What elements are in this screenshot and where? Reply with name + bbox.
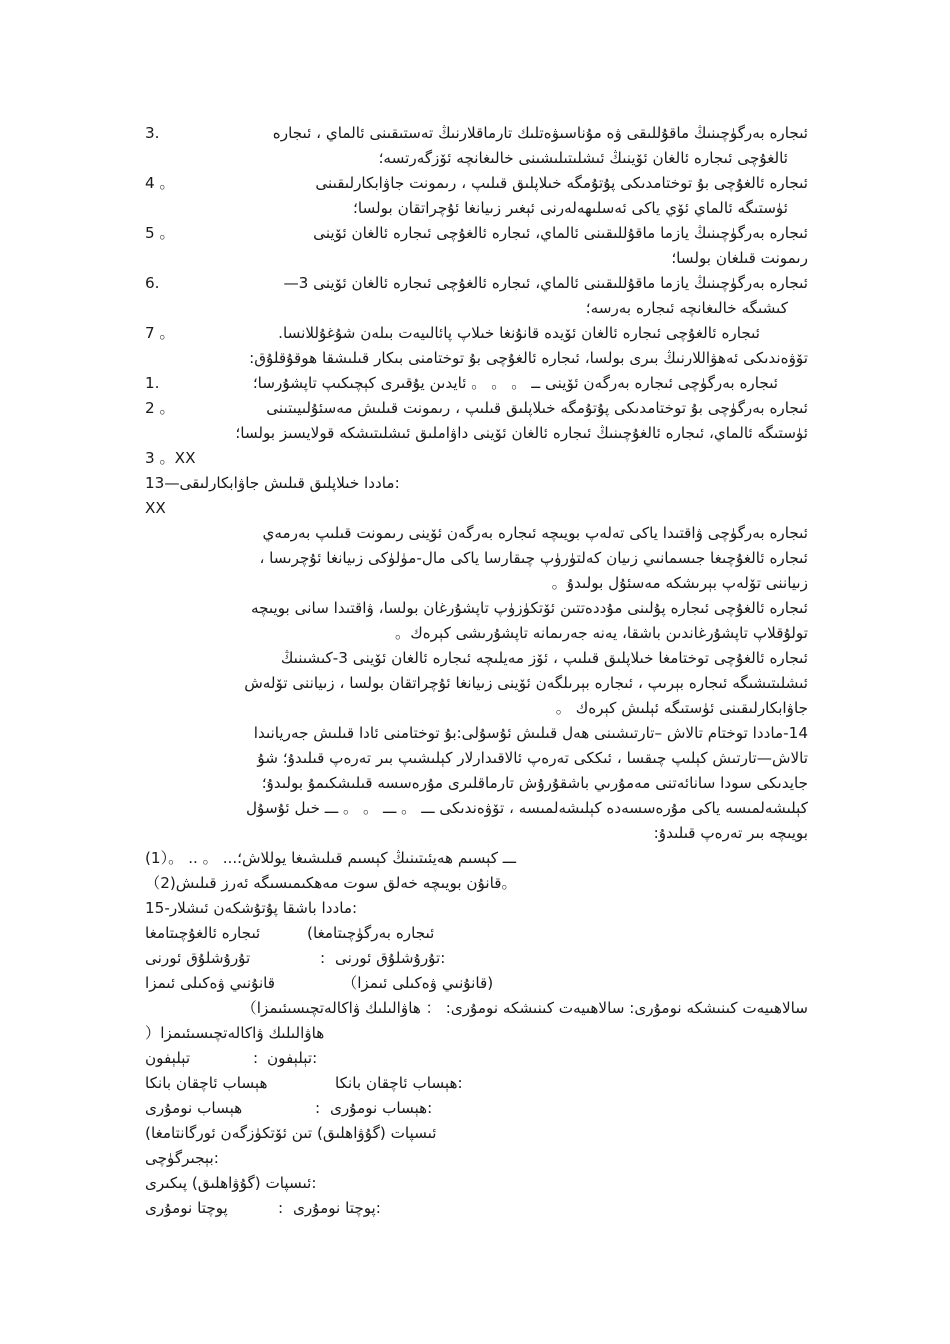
liability-para-2-line-1: ئىجارە ئالغۇچى ئىجارە پۇلىنى مۇددەتتىن ئۆتكۈزۈپ تاپشۇرغان بولسا، ۋاقتىدا سانى بويىچە — [250, 599, 808, 617]
clause-4-number: 4 。 — [145, 174, 175, 192]
liability-para-1-line-1: ئىجارە بەرگۈچى ۋاقتىدا ياكى تەلەپ بويىچە ئىجارە بەرگەن ئۆينى رىمونت قىلىپ بەرمەي — [262, 524, 808, 542]
tenant-seal-label: ئىجارە ئالغۇچىتامغا — [145, 924, 261, 942]
liability-para-2-line-2: تولۇقلاپ تاپشۇرغاندىن باشقا، يەنە جەرىمانە تاپشۇرىشى كېرەك。 — [395, 624, 808, 642]
postal-colon: : — [278, 1199, 284, 1217]
bank-label-right: ھېساب ئاچقان بانكا: — [335, 1074, 463, 1092]
agent-sign-label: ھاۋالىلىك ۋاكالەتچىسىئىمزا（ — [145, 1024, 325, 1042]
account-label-left: ھېساب نومۇرى — [145, 1099, 243, 1117]
liability-para-3-line-1: ئىجارە ئالغۇچى توختامغا خىلاپلىق قىلىپ ، ئۆز مەيلىچە ئىجارە ئالغان ئۆينى 3-كىشىنىڭ — [280, 649, 808, 667]
clause-5-number: 5 。 — [145, 224, 175, 242]
clause-3-text: ئىجارە بەرگۈچىنىڭ ماقۇللىقى ۋە مۇناسىۋەتلىك تارماقلارنىڭ تەستىقىنى ئالماي ، ئىجارە — [272, 124, 808, 142]
clause-3-line-1 — [145, 121, 808, 146]
account-colon: : — [315, 1099, 321, 1117]
certifying-org-row — [145, 1121, 808, 1146]
id-number-row — [145, 996, 808, 1021]
clause-5-line-1: ئىجارە بەرگۈچىنىڭ يازما ماقۇللىقىنى ئالماي، ئىجارە ئالغۇچى ئىجارە ئالغان ئۆينى — [313, 224, 808, 242]
bank-label-left: ھېساب ئاچقان بانكا — [145, 1074, 268, 1092]
clause-4-line-2: ئۈستىگە ئالماي ئۆي ياكى ئەسلىھەلەرنى ئېغىر زىيانغا ئۇچراتقان بولسا؛ — [353, 199, 788, 217]
tenant-item-2-line-1: ئىجارە بەرگۈچى بۇ توختامدىكى پۇتۇمگە خىلاپلىق قىلىپ ، رىمونت قىلىش مەسئۇلىيىتىنى — [266, 399, 808, 417]
tenant-termination-intro: تۆۋەندىكى ئەھۋاللارنىڭ بىرى بولسا، ئىجارە ئالغۇچى بۇ توختامنى بىكار قىلىشقا ھوقۇقلۇق: — [249, 349, 808, 367]
postal-label-left: پوچتا نومۇرى — [145, 1199, 228, 1217]
tenant-item-1: ئىجارە بەرگۈچى ئىجارە بەرگەن ئۆينى ــ 。 。 。 ئايدىن يۇقىرى كېچىكىپ تاپشۇرسا؛ — [252, 374, 778, 392]
certifying-org-label: (ئىسپات (گۇۋاھلىق) تىن ئۆتكۈزگەن ئورگانتامغا — [145, 1124, 437, 1142]
phone-label-left: تېلېفون — [145, 1049, 191, 1067]
legal-rep-row — [145, 971, 808, 996]
certification-opinion-row — [145, 1171, 808, 1196]
phone-row — [145, 1046, 808, 1071]
bank-row — [145, 1071, 808, 1096]
liability-para-3-line-2: ئىشلىتىشىگە ئىجارە بېرىپ ، ئىجارە بېرىلگەن ئۆينى زىيانغا ئۇچراتقان بولسا ، زىياننى تۆلەش — [244, 674, 808, 692]
handler-row — [145, 1146, 808, 1171]
phone-colon: : — [253, 1049, 259, 1067]
legal-rep-label-right: （قانۇنىي ۋەكىلى ئىمزا) — [342, 974, 494, 992]
phone-label-right: تېلېفون: — [267, 1049, 318, 1067]
landlord-seal-label: (ئىجارە بەرگۈچىتامغا — [307, 924, 435, 942]
dispute-option-2: （2)قانۇن بويىچە خەلق سوت مەھكىمىسىگە ئەرز قىلىش。 — [145, 874, 517, 892]
clause-4-line-1: ئىجارە ئالغۇچى بۇ توختامدىكى پۇتۇمگە خىلاپلىق قىلىپ ، رىمونت جاۋابكارلىقىنى — [315, 174, 808, 192]
clause-3-line-2: ئالغۇچى ئىجارە ئالغان ئۆينىڭ ئىشلىتىلىشىنى خالىغانچە ئۆزگەرتسە؛ — [378, 149, 788, 167]
clause-6-line-1: ئىجارە بەرگۈچىنىڭ يازما ماقۇللىقىنى ئالماي، ئىجارە ئالغۇچى ئىجارە ئالغان ئۆينى 3— — [283, 274, 808, 292]
clause-3-number: 3. — [145, 124, 160, 142]
tenant-item-1-number: 1. — [145, 374, 160, 392]
account-row — [145, 1096, 808, 1121]
article-14-line-2: تالاش—تارتىش كېلىپ چىقسا ، ئىككى تەرەپ ئالاقىدارلار كېلىشىپ بىر تەرەپ قىلىدۇ؛ شۇ — [257, 749, 808, 767]
address-colon: : — [320, 949, 326, 967]
postal-label-right: پوچتا نومۇرى: — [293, 1199, 381, 1217]
certification-opinion-label: ئىسپات (گۇۋاھلىق) پىكىرى: — [145, 1174, 317, 1192]
liability-para-3-line-3: جاۋابكارلىقىنى ئۈستىگە ئېلىش كېرەك 。 — [555, 699, 808, 717]
clause-6-number: 6. — [145, 274, 160, 292]
tenant-item-2-number: 2 。 — [145, 399, 175, 417]
placeholder-xx: XX — [145, 499, 166, 517]
handler-label: بېجىرگۈچى: — [145, 1149, 219, 1167]
account-label-right: ھېساب نومۇرى: — [330, 1099, 433, 1117]
tenant-item-2-line-2: ئۈستىگە ئالماي، ئىجارە ئالغۇچىنىڭ ئىجارە ئالغان ئۆينى داۋاملىق ئىشلىتىشكە قولايسىز بولسا؛ — [235, 424, 808, 442]
legal-rep-label-left: قانۇنىي ۋەكىلى ئىمزا — [145, 974, 276, 992]
liability-para-1-line-2: ئىجارە ئالغۇچىغا جىسمانىي زىيان كەلتۈرۈپ چىقارسا ياكى مال-مۈلۈكى زىيانغا ئۇچرىسا ، — [259, 549, 808, 567]
dispute-option-1: (1）。 .. 。 ...ـــ كېسىم ھەيئىتىنىڭ كېسىم قىلىشىغا يوللاش؛ — [145, 849, 517, 867]
clause-6-line-2: كىشىگە خالىغانچە ئىجارە بەرسە؛ — [585, 299, 788, 317]
article-14-line-1: 14-ماددا توختام تالاش –تارتىشىنى ھەل قىلىش ئۇسۇلى:بۇ توختامنى ئادا قىلىش جەريانىدا — [253, 724, 808, 742]
clause-7-line: ئىجارە ئالغۇچى ئىجارە ئالغان ئۆيدە قانۇنغا خىلاپ پائالىيەت بىلەن شۇغۇللانسا. — [278, 324, 760, 342]
article-14-line-4: كېلىشەلمىسە ياكى مۇرەسسەدە كېلىشەلمىسە ، تۆۋەندىكى ـــ 。 ـــ 。 。 ـــ خىل ئۇسۇل — [245, 799, 808, 817]
tenant-item-3: 3 。XX — [145, 449, 196, 467]
clause-7-number: 7 。 — [145, 324, 175, 342]
article-15-heading: 15-ماددا باشقا پۇتۇشكەن ئىشلار: — [145, 899, 358, 917]
id-number-label: سالاھىيەت كىنىشكە نومۇرى: سالاھىيەت كىنىشكە نومۇرى: ： ھاۋالىلىك ۋاكالەتچىسىئىمزا） — [241, 999, 808, 1017]
agent-sign-row — [145, 1021, 808, 1046]
liability-para-1-line-3: زىياننى تۆلەپ بېرىشكە مەسئۇل بولىدۇ。 — [551, 574, 808, 592]
article-14-line-5: بويىچە بىر تەرەپ قىلىدۇ: — [653, 824, 808, 842]
clause-5-line-2: رىمونت قىلغان بولسا؛ — [671, 249, 808, 267]
article-13-heading: 13—ماددا خىلاپلىق قىلىش جاۋابكارلىقى: — [145, 474, 400, 492]
address-label-right: تۇرۇشلۇق ئورنى: — [335, 949, 446, 967]
address-label-left: تۇرۇشلۇق ئورنى — [145, 949, 251, 967]
seal-row — [145, 921, 808, 946]
postal-code-row — [145, 1196, 808, 1221]
address-row — [145, 946, 808, 971]
article-14-line-3: جايدىكى سودا سانائەتنى مەمۇرىي باشقۇرۇش تارماقلىرى مۇرەسسە قىلىشكىمۇ بولىدۇ؛ — [261, 774, 808, 792]
